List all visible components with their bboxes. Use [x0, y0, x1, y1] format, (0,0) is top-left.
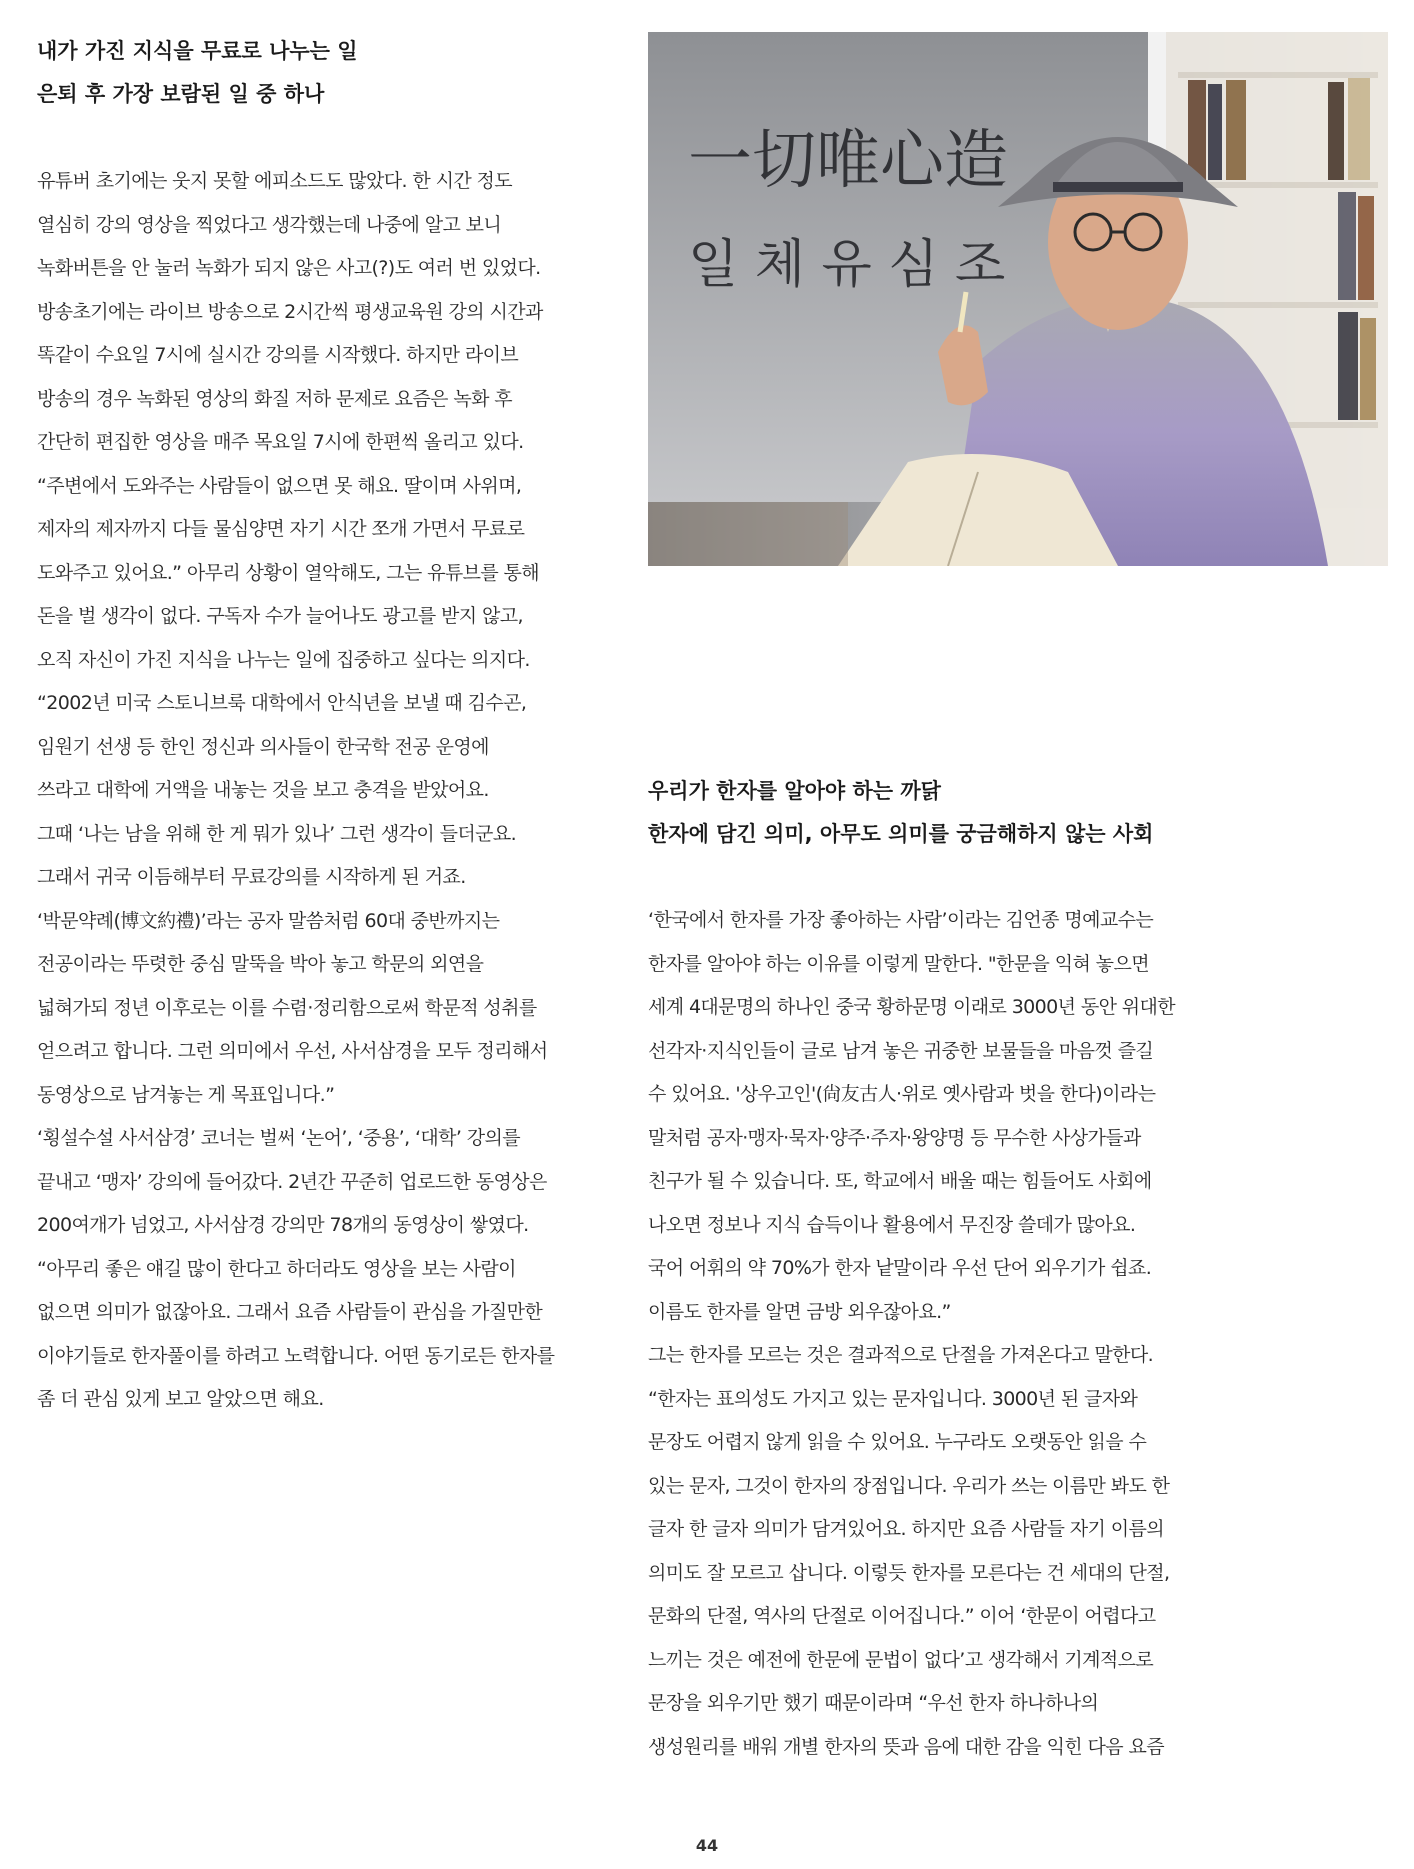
- text-line: 있는 문자, 그것이 한자의 장점입니다. 우리가 쓰는 이름만 봐도 한: [648, 1474, 1170, 1497]
- text-line: 글자 한 글자 의미가 담겨있어요. 하지만 요즘 사람들 자기 이름의: [648, 1518, 1165, 1540]
- board-hanja: 一切唯心造: [688, 124, 1008, 198]
- text-line: 전공이라는 뚜렷한 중심 말뚝을 박아 놓고 학문의 외연을: [37, 953, 484, 975]
- text-line: 임원기 선생 등 한인 정신과 의사들이 한국학 전공 운영에: [37, 735, 489, 758]
- text-line: 동영상으로 남겨놓는 게 목표입니다.”: [37, 1083, 335, 1106]
- text-line: 끝내고 ‘맹자’ 강의에 들어갔다. 2년간 꾸준히 업로드한 동영상은: [37, 1170, 547, 1193]
- text-line: 문장을 외우기만 했기 때문이라며 “우선 한자 하나하나의: [648, 1692, 1099, 1714]
- text-line: “2002년 미국 스토니브룩 대학에서 안식년을 보낼 때 김수곤,: [37, 692, 527, 714]
- board-hangul: 일 체 유 심 조: [688, 235, 1006, 295]
- text-line: “아무리 좋은 얘길 많이 한다고 하더라도 영상을 보는 사람이: [37, 1257, 516, 1280]
- left-section-heading: [37, 30, 597, 116]
- text-line: 방송초기에는 라이브 방송으로 2시간씩 평생교육원 강의 시간과: [37, 300, 543, 323]
- text-line: 수 있어요. '상우고인'(尙友古人·위로 옛사람과 벗을 한다)이라는: [648, 1083, 1156, 1105]
- text-line: 200여개가 넘었고, 사서삼경 강의만 78개의 동영상이 쌓였다.: [37, 1214, 529, 1236]
- text-line: 나오면 정보나 지식 습득이나 활용에서 무진장 쓸데가 많아요.: [648, 1213, 1136, 1236]
- text-line: 오직 자신이 가진 지식을 나누는 일에 집중하고 싶다는 의지다.: [37, 648, 530, 671]
- text-line: 느끼는 것은 예전에 한문에 문법이 없다’고 생각해서 기계적으로: [648, 1648, 1154, 1671]
- text-line: 넓혀가되 정년 이후로는 이를 수렴·정리함으로써 학문적 성취를: [37, 996, 537, 1019]
- text-line: 문화의 단절, 역사의 단절로 이어집니다.” 이어 ‘한문이 어렵다고: [648, 1605, 1156, 1627]
- text-line: “주변에서 도와주는 사람들이 없으면 못 해요. 딸이며 사위며,: [37, 474, 522, 497]
- left-body-text: [37, 160, 597, 1422]
- text-line: 간단히 편집한 영상을 매주 목요일 7시에 한편씩 올리고 있다.: [37, 431, 524, 453]
- text-line: ‘한국에서 한자를 가장 좋아하는 사람’이라는 김언종 명예교수는: [648, 909, 1154, 931]
- text-line: ‘횡설수설 사서삼경’ 코너는 벌써 ‘논어’, ‘중용’, ‘대학’ 강의를: [37, 1127, 521, 1149]
- text-line: 도와주고 있어요.” 아무리 상황이 열악해도, 그는 유튜브를 통해: [37, 561, 540, 584]
- right-column: [648, 770, 1228, 1769]
- text-line: 세계 4대문명의 하나인 중국 황하문명 이래로 3000년 동안 위대한: [648, 996, 1176, 1018]
- text-line: 그래서 귀국 이듬해부터 무료강의를 시작하게 된 거죠.: [37, 866, 466, 888]
- text-line: 친구가 될 수 있습니다. 또, 학교에서 배울 때는 힘들어도 사회에: [648, 1170, 1152, 1192]
- right-heading-line-1: 우리가 한자를 알아야 하는 까닭: [648, 779, 941, 803]
- text-line: 열심히 강의 영상을 찍었다고 생각했는데 나중에 알고 보니: [37, 213, 502, 236]
- text-line: 국어 어휘의 약 70%가 한자 낱말이라 우선 단어 외우기가 쉽죠.: [648, 1257, 1152, 1279]
- text-line: 녹화버튼을 안 눌러 녹화가 되지 않은 사고(?)도 여러 번 있었다.: [37, 257, 541, 279]
- text-line: 이름도 한자를 알면 금방 외우잖아요.”: [648, 1300, 951, 1323]
- text-line: 문장도 어렵지 않게 읽을 수 있어요. 누구라도 오랫동안 읽을 수: [648, 1431, 1147, 1453]
- text-line: 없으면 의미가 없잖아요. 그래서 요즘 사람들이 관심을 가질만한: [37, 1301, 543, 1323]
- text-line: 똑같이 수요일 7시에 실시간 강의를 시작했다. 하지만 라이브: [37, 344, 519, 366]
- text-line: 생성원리를 배워 개별 한자의 뜻과 음에 대한 감을 익힌 다음 요즘: [648, 1735, 1165, 1758]
- text-line: 그때 ‘나는 남을 위해 한 게 뭐가 있나’ 그런 생각이 들더군요.: [37, 822, 517, 845]
- text-line: 얻으려고 합니다. 그런 의미에서 우선, 사서삼경을 모두 정리해서: [37, 1040, 548, 1062]
- text-line: 의미도 잘 모르고 삽니다. 이렇듯 한자를 모른다는 건 세대의 단절,: [648, 1561, 1170, 1584]
- page-number: 44: [695, 1836, 719, 1855]
- text-line: 유튜버 초기에는 웃지 못할 에피소드도 많았다. 한 시간 정도: [37, 170, 513, 192]
- left-column: [37, 30, 597, 1422]
- text-line: 이야기들로 한자풀이를 하려고 노력합니다. 어떤 동기로든 한자를: [37, 1344, 555, 1367]
- text-line: 좀 더 관심 있게 보고 알았으면 해요.: [37, 1388, 324, 1410]
- text-line: 방송의 경우 녹화된 영상의 화질 저하 문제로 요즘은 녹화 후: [37, 387, 513, 410]
- text-line: 말처럼 공자·맹자·묵자·양주·주자·왕양명 등 무수한 사상가들과: [648, 1126, 1141, 1149]
- text-line: 한자를 알아야 하는 이유를 이렇게 말한다. "한문을 익혀 놓으면: [648, 952, 1149, 975]
- left-heading-line-2: 은퇴 후 가장 보람된 일 중 하나: [37, 82, 325, 106]
- text-line: ‘박문약례(博文約禮)’라는 공자 말씀처럼 60대 중반까지는: [37, 909, 500, 932]
- text-line: “한자는 표의성도 가지고 있는 문자입니다. 3000년 된 글자와: [648, 1387, 1138, 1410]
- right-body-text: [648, 899, 1228, 1769]
- left-heading-line-1: 내가 가진 지식을 무료로 나누는 일: [37, 39, 358, 63]
- text-line: 제자의 제자까지 다들 물심양면 자기 시간 쪼개 가면서 무료로: [37, 518, 525, 540]
- text-line: 돈을 벌 생각이 없다. 구독자 수가 늘어나도 광고를 받지 않고,: [37, 605, 523, 627]
- text-line: 쓰라고 대학에 거액을 내놓는 것을 보고 충격을 받았어요.: [37, 779, 489, 801]
- photo-illustration: [648, 32, 1388, 566]
- right-section-heading: [648, 770, 1228, 856]
- interview-photo: [648, 32, 1388, 566]
- text-line: 그는 한자를 모르는 것은 결과적으로 단절을 가져온다고 말한다.: [648, 1344, 1154, 1366]
- text-line: 선각자·지식인들이 글로 남겨 놓은 귀중한 보물들을 마음껏 즐길: [648, 1039, 1154, 1062]
- right-heading-line-2: 한자에 담긴 의미, 아무도 의미를 궁금해하지 않는 사회: [648, 822, 1154, 846]
